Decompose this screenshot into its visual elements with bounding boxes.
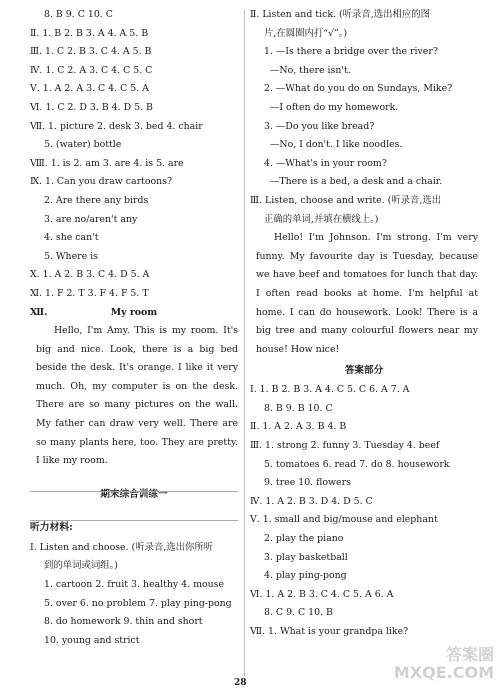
answer-line: 2. play the piano: [264, 533, 344, 545]
listening-list-right: [250, 6, 478, 229]
answer-line: 2. Are there any birds: [44, 194, 149, 206]
xii-heading: [30, 304, 238, 323]
answer-line: 5. (water) bottle: [44, 139, 122, 151]
answer-line: Ⅺ. 1. F 2. T 3. F 4. F 5. T: [30, 287, 149, 299]
listening-line: Ⅰ. Listen and choose. (听录音,选出你所听: [30, 541, 214, 553]
answer-line: 5. tomatoes 6. read 7. do 8. housework: [264, 458, 450, 470]
answer-line: Ⅶ. 1. picture 2. desk 3. bed 4. chair: [30, 120, 203, 132]
watermark-logo: 答案圈 MXQE.COM: [393, 645, 494, 682]
answer-line: 4. she can't: [44, 232, 99, 244]
answer-line: Ⅳ. 1. C 2. A 3. C 4. C 5. C: [30, 64, 153, 76]
essay-title: My room: [110, 306, 158, 318]
dialogue-line: 正确的单词,并填在横线上。): [264, 213, 379, 225]
dialogue-line: 2. —What do you do on Sundays, Mike?: [264, 83, 453, 95]
listening-line: 1. cartoon 2. fruit 3. healthy 4. mouse: [44, 579, 225, 591]
answer-line: Ⅶ. 1. What is your grandpa like?: [250, 626, 409, 637]
section-rule-top: [30, 491, 238, 492]
column-divider: [244, 10, 245, 676]
dialogue-line: 1. —Is there a bridge over the river?: [264, 46, 438, 58]
left-column: [30, 6, 238, 650]
answer-line: Ⅱ. 1. A 2. A 3. B 4. B: [250, 421, 347, 433]
dialogue-line: —No, there isn't.: [270, 64, 351, 76]
xii-label: Ⅻ.: [30, 306, 48, 318]
answer-line: Ⅹ. 1. A 2. B 3. C 4. D 5. A: [30, 269, 150, 281]
answer-list-right: [250, 381, 478, 641]
answer-line: 9. tree 10. flowers: [264, 477, 351, 489]
final-training-title: 期末综合训练一: [100, 488, 168, 500]
passage-text: Hello! I'm Johnson. I'm strong. I'm very funny. My favourite day is Tuesday, because we have beef and tomatoes for lunch that day. I often read books at home. I'm helpful at home. I can do housework. Look! There is a big tree and many colourful flowers near my house! How nice!: [256, 232, 478, 355]
answer-line: Ⅴ. 1. small and big/mouse and elephant: [250, 514, 438, 526]
answer-line: Ⅲ. 1. C 2. B 3. C 4. A 5. B: [30, 46, 152, 58]
dialogue-line: —I often do my homework.: [270, 101, 399, 113]
dialogue-line: Ⅲ. Listen, choose and write. (听录音,选出: [250, 194, 442, 206]
dialogue-line: —There is a bed, a desk and a chair.: [270, 176, 443, 188]
section-rule-bottom: [30, 520, 238, 521]
listening-line: 10. young and strict: [44, 634, 140, 646]
listening-line: 到的单词或词组。): [44, 560, 118, 572]
answer-line: 8. C 9. C 10. B: [264, 607, 333, 619]
answer-line: 5. Where is: [44, 250, 98, 262]
answer-line: Ⅸ. 1. Can you draw cartoons?: [30, 176, 172, 188]
answer-line: Ⅱ. 1. B 2. B 3. A 4. A 5. B: [30, 27, 149, 39]
answer-line: Ⅵ. 1. A 2. B 3. C 4. C 5. A 6. A: [250, 588, 394, 600]
dialogue-line: Ⅱ. Listen and tick. (听录音,选出相应的图: [250, 9, 430, 20]
answer-line: 4. play ping-pong: [264, 570, 347, 582]
answer-line: Ⅳ. 1. A 2. B 3. D 4. D 5. C: [250, 495, 373, 507]
answer-line: Ⅷ. 1. is 2. am 3. are 4. is 5. are: [30, 157, 184, 169]
answer-line: 3. are no/aren't any: [44, 213, 138, 225]
dialogue-line: 3. —Do you like bread?: [264, 120, 375, 132]
answer-list-left: [30, 6, 238, 304]
listening-line: 8. do homework 9. thin and short: [44, 616, 203, 628]
dialogue-line: —No, I don't. I like noodles.: [270, 139, 403, 151]
dialogue-line: 片,在圆圈内打“√”。): [264, 27, 348, 39]
page-number: 28: [234, 678, 247, 688]
right-column: [250, 6, 478, 642]
dialogue-line: 4. —What's in your room?: [264, 157, 387, 169]
answers-title: 答案部分: [344, 365, 384, 377]
listening-line: 5. over 6. no problem 7. play ping-pong: [44, 597, 232, 609]
answer-line: 3. play basketball: [264, 551, 348, 563]
answer-line: Ⅴ. 1. A 2. A 3. C 4. C 5. A: [30, 83, 149, 95]
answer-line: Ⅰ. 1. B 2. B 3. A 4. C 5. C 6. A 7. A: [250, 384, 410, 396]
listening-list: [30, 539, 238, 651]
answer-line: 8. B 9. B 10. C: [264, 402, 333, 414]
listening-title: 听力材料:: [30, 521, 73, 533]
answer-line: Ⅵ. 1. C 2. D 3. B 4. D 5. B: [30, 101, 153, 113]
answer-line: 8. B 9. C 10. C: [44, 9, 113, 20]
essay-text: Hello, I'm Amy. This is my room. It's big and nice. Look, there is a big bed beside the desk. It's orange. I like it very much. Oh, my computer is on the desk. There are so many pictures on the wall. My father can draw very well. There are so many plants here, too. They are pretty. I like my room.: [36, 325, 238, 467]
answer-line: Ⅲ. 1. strong 2. funny 3. Tuesday 4. beef: [250, 440, 440, 452]
